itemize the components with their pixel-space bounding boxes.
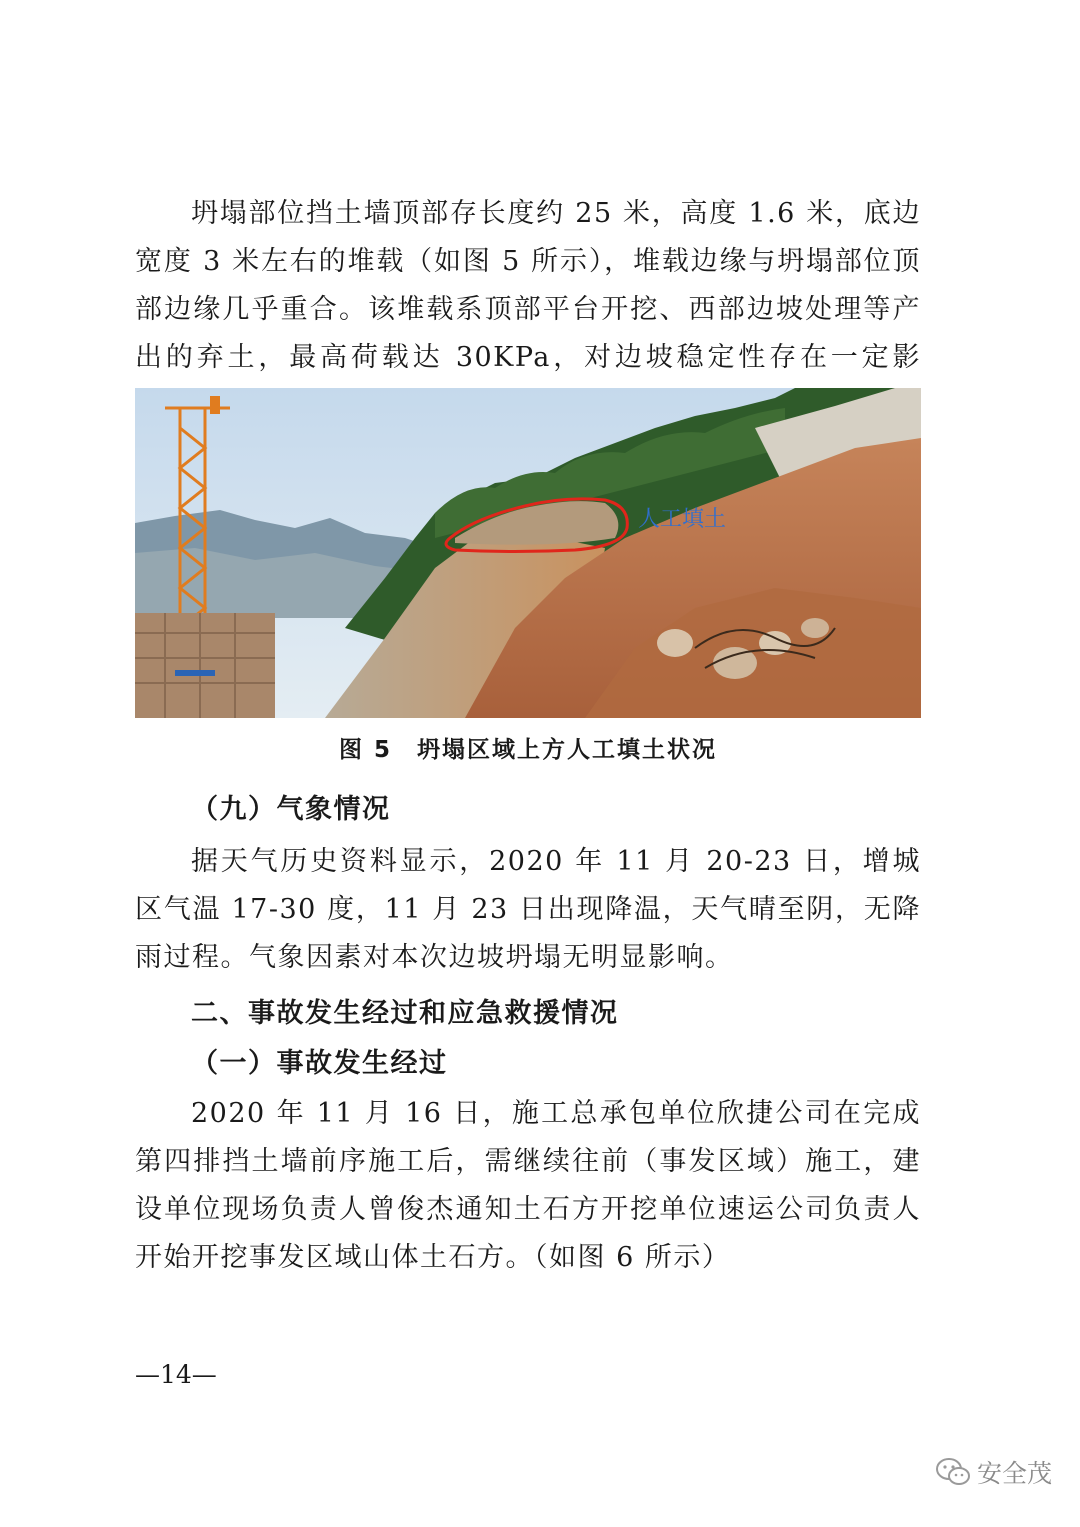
- heading-section-2: 二、事故发生经过和应急救援情况: [191, 998, 619, 1029]
- page-number: —14—: [135, 1360, 217, 1389]
- wechat-icon: [935, 1457, 971, 1487]
- watermark: [935, 1450, 1052, 1494]
- figure-5-photo: [135, 388, 921, 718]
- figure-caption: 图 5 坍塌区域上方人工填土状况: [338, 737, 717, 763]
- paragraph-weather: 据天气历史资料显示，2020 年 11 月 20-23 日，增城区气温 17-30 度，11 月 23 日出现降温，天气晴至阴，无降雨过程。气象因素对本次边坡坍塌无明显影响。: [135, 846, 921, 973]
- heading-subsection-1: （一）事故发生经过: [191, 1048, 448, 1079]
- annotation-label: 人工填土: [638, 507, 727, 532]
- paragraph-fill-load: 坍塌部位挡土墙顶部存长度约 25 米，高度 1.6 米，底边宽度 3 米左右的堆载（如图 5 所示），堆载边缘与坍塌部位顶部边缘几乎重合。该堆载系顶部平台开挖、西部边坡处理等产出的弃土，最高荷载达 30KPa，对边坡稳定性存在一定影: [135, 198, 921, 373]
- heading-weather: （九）气象情况: [191, 794, 391, 825]
- watermark-text: 安全茂: [977, 1459, 1053, 1488]
- paragraph-accident: 2020 年 11 月 16 日，施工总承包单位欣捷公司在完成第四排挡土墙前序施工后，需继续往前（事发区域）施工，建设单位现场负责人曾俊杰通知土石方开挖单位速运公司负责人开始开挖事发区域山体土石方。（如图 6 所示）: [135, 1098, 921, 1273]
